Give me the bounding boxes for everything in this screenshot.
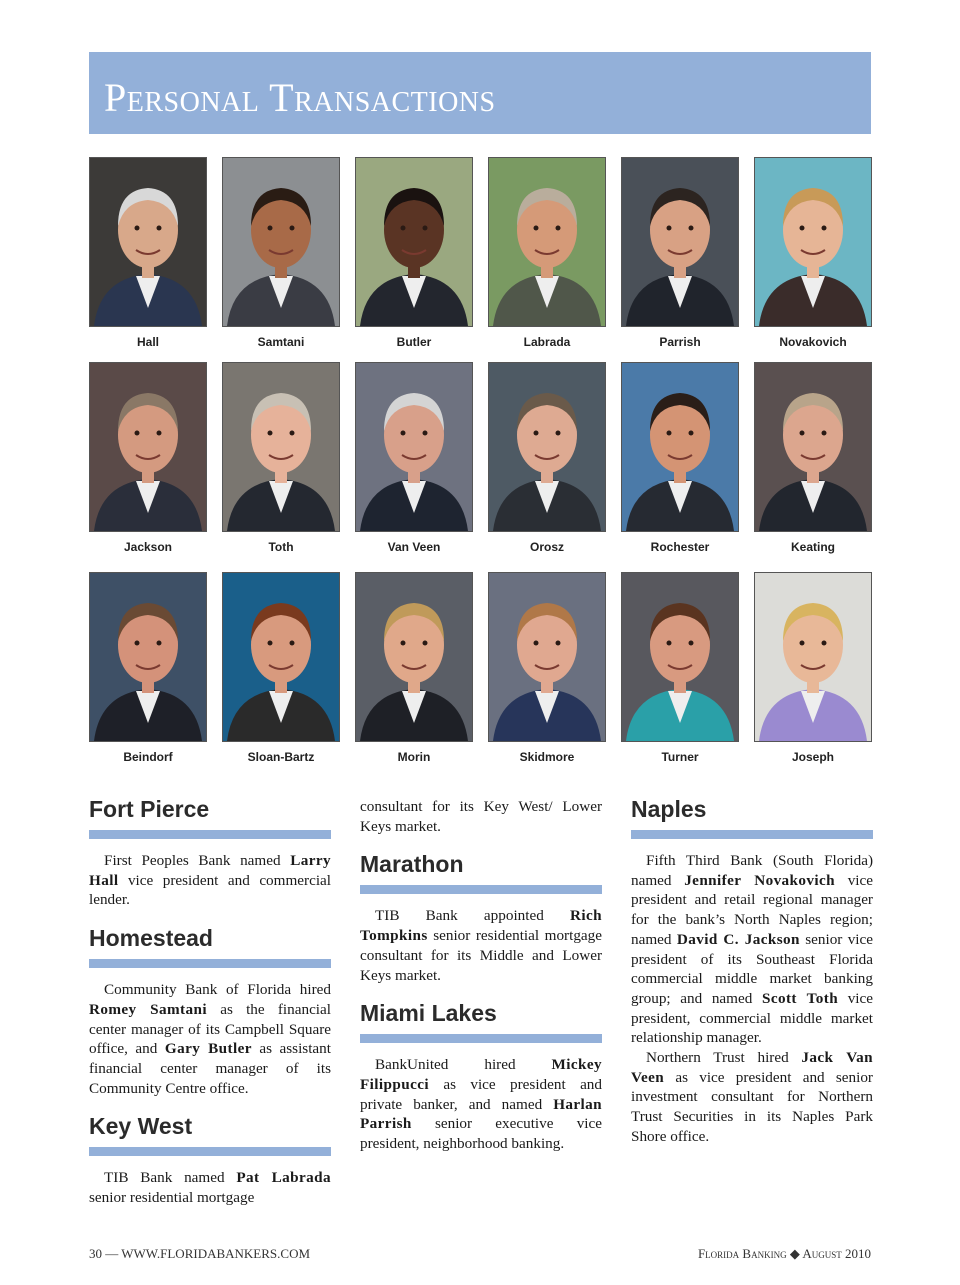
- headshot-photo: [89, 157, 207, 327]
- headshot-photo: [355, 362, 473, 532]
- heading-rule: [360, 885, 602, 894]
- headshot-image: [755, 158, 871, 326]
- heading-rule: [631, 830, 873, 839]
- headshot-image: [90, 573, 206, 741]
- heading-rule: [360, 1034, 602, 1043]
- column-2: [360, 795, 602, 1154]
- headshot-photo: [89, 572, 207, 742]
- headshot-image: [489, 363, 605, 531]
- paragraph-naples-1: Fifth Third Bank (South Florida) named Jennifer Novakovich vice president and retail regional manager for the bank’s North Naples region; named David C. Jackson senior vice president of its Southeast Florida commercial middle market banking group; and named Scott Toth vice president, commercial middle market relationship manager.: [631, 852, 873, 1047]
- headshot-caption: Toth: [268, 540, 294, 554]
- headshot-caption: Samtani: [257, 335, 305, 349]
- headshot-photo: [222, 157, 340, 327]
- headshot-image: [622, 363, 738, 531]
- headshot-caption: Novakovich: [779, 335, 847, 349]
- headshot-image: [223, 573, 339, 741]
- headshot-caption: Labrada: [523, 335, 571, 349]
- section-banner: [89, 52, 871, 134]
- paragraph-key-west: TIB Bank named Pat Labrada senior residential mortgage: [89, 1169, 331, 1207]
- page-title: Personal Transactions: [104, 75, 496, 120]
- headshot-image: [90, 158, 206, 326]
- headshot-photo: [754, 572, 872, 742]
- headshot-photo: [488, 362, 606, 532]
- headshot-image: [223, 158, 339, 326]
- headshot-caption: Keating: [790, 540, 835, 554]
- headshot-caption: Hall: [136, 335, 159, 349]
- headshot-image: [755, 363, 871, 531]
- headshot-caption: Parrish: [659, 335, 701, 349]
- headshot-caption: Joseph: [791, 750, 834, 764]
- paragraph-fort-pierce: First Peoples Bank named Larry Hall vice president and commercial lender.: [89, 852, 331, 909]
- paragraph-key-west-continued: consultant for its Key West/ Lower Keys market.: [360, 798, 602, 835]
- headshot-image: [622, 573, 738, 741]
- headshot-caption: Jackson: [123, 540, 173, 554]
- paragraph-miami-lakes: BankUnited hired Mickey Filippucci as vice president and private banker, and named Harlan Parrish senior executive vice president, neighborhood banking.: [360, 1056, 602, 1153]
- headshot-image: [755, 573, 871, 741]
- paragraph-naples-2: Northern Trust hired Jack Van Veen as vice president and senior investment consultant for Northern Trust Securities in its Naples Park Shore office.: [631, 1049, 874, 1145]
- headshot-photo: [355, 157, 473, 327]
- footer-publication: Florida Banking ◆ August 2010: [697, 1246, 871, 1261]
- headshot-caption: Sloan-Bartz: [247, 750, 315, 764]
- headshot-caption: Skidmore: [519, 750, 575, 764]
- headshot-image: [90, 363, 206, 531]
- heading-rule: [89, 959, 331, 968]
- headshot-photo: [488, 157, 606, 327]
- heading-fort-pierce: Fort Pierce: [89, 796, 210, 822]
- column-3: [631, 795, 873, 1147]
- heading-key-west: Key West: [89, 1113, 193, 1140]
- headshot-caption: Van Veen: [387, 540, 441, 554]
- headshot-photo: [222, 362, 340, 532]
- headshot-photo: [621, 572, 739, 742]
- column-1: [89, 795, 331, 1208]
- headshot-image: [223, 363, 339, 531]
- headshot-photo: [754, 157, 872, 327]
- headshot-caption: Beindorf: [123, 750, 173, 764]
- heading-marathon: Marathon: [360, 851, 464, 878]
- heading-rule: [89, 1147, 331, 1156]
- paragraph-homestead: Community Bank of Florida hired Romey Samtani as the financial center manager of its Campbell Square office, and Gary Butler as assistant financial center manager of its Community Centre office.: [89, 981, 331, 1097]
- headshot-photo: [621, 157, 739, 327]
- heading-miami-lakes: Miami Lakes: [360, 1000, 497, 1027]
- headshot-photo: [222, 572, 340, 742]
- headshot-image: [356, 573, 472, 741]
- headshot-caption: Turner: [661, 750, 699, 764]
- headshot-image: [489, 573, 605, 741]
- headshot-image: [356, 363, 472, 531]
- headshot-image: [356, 158, 472, 326]
- heading-homestead: Homestead: [89, 925, 213, 952]
- headshot-photo: [488, 572, 606, 742]
- paragraph-marathon: TIB Bank appointed Rich Tompkins senior residential mortgage consultant for its Middle and Lower Keys market.: [360, 907, 602, 984]
- headshot-image: [622, 158, 738, 326]
- headshot-caption: Orosz: [529, 540, 564, 554]
- headshot-caption: Morin: [397, 750, 431, 764]
- headshot-photo: [754, 362, 872, 532]
- footer-page-url: 30 — WWW.FLORIDABANKERS.COM: [89, 1246, 311, 1261]
- headshot-photo: [355, 572, 473, 742]
- headshot-image: [489, 158, 605, 326]
- headshot-caption: Butler: [396, 335, 432, 349]
- headshot-photo: [621, 362, 739, 532]
- heading-naples: Naples: [631, 796, 707, 822]
- headshot-caption: Rochester: [650, 540, 710, 554]
- heading-rule: [89, 830, 331, 839]
- headshot-photo: [89, 362, 207, 532]
